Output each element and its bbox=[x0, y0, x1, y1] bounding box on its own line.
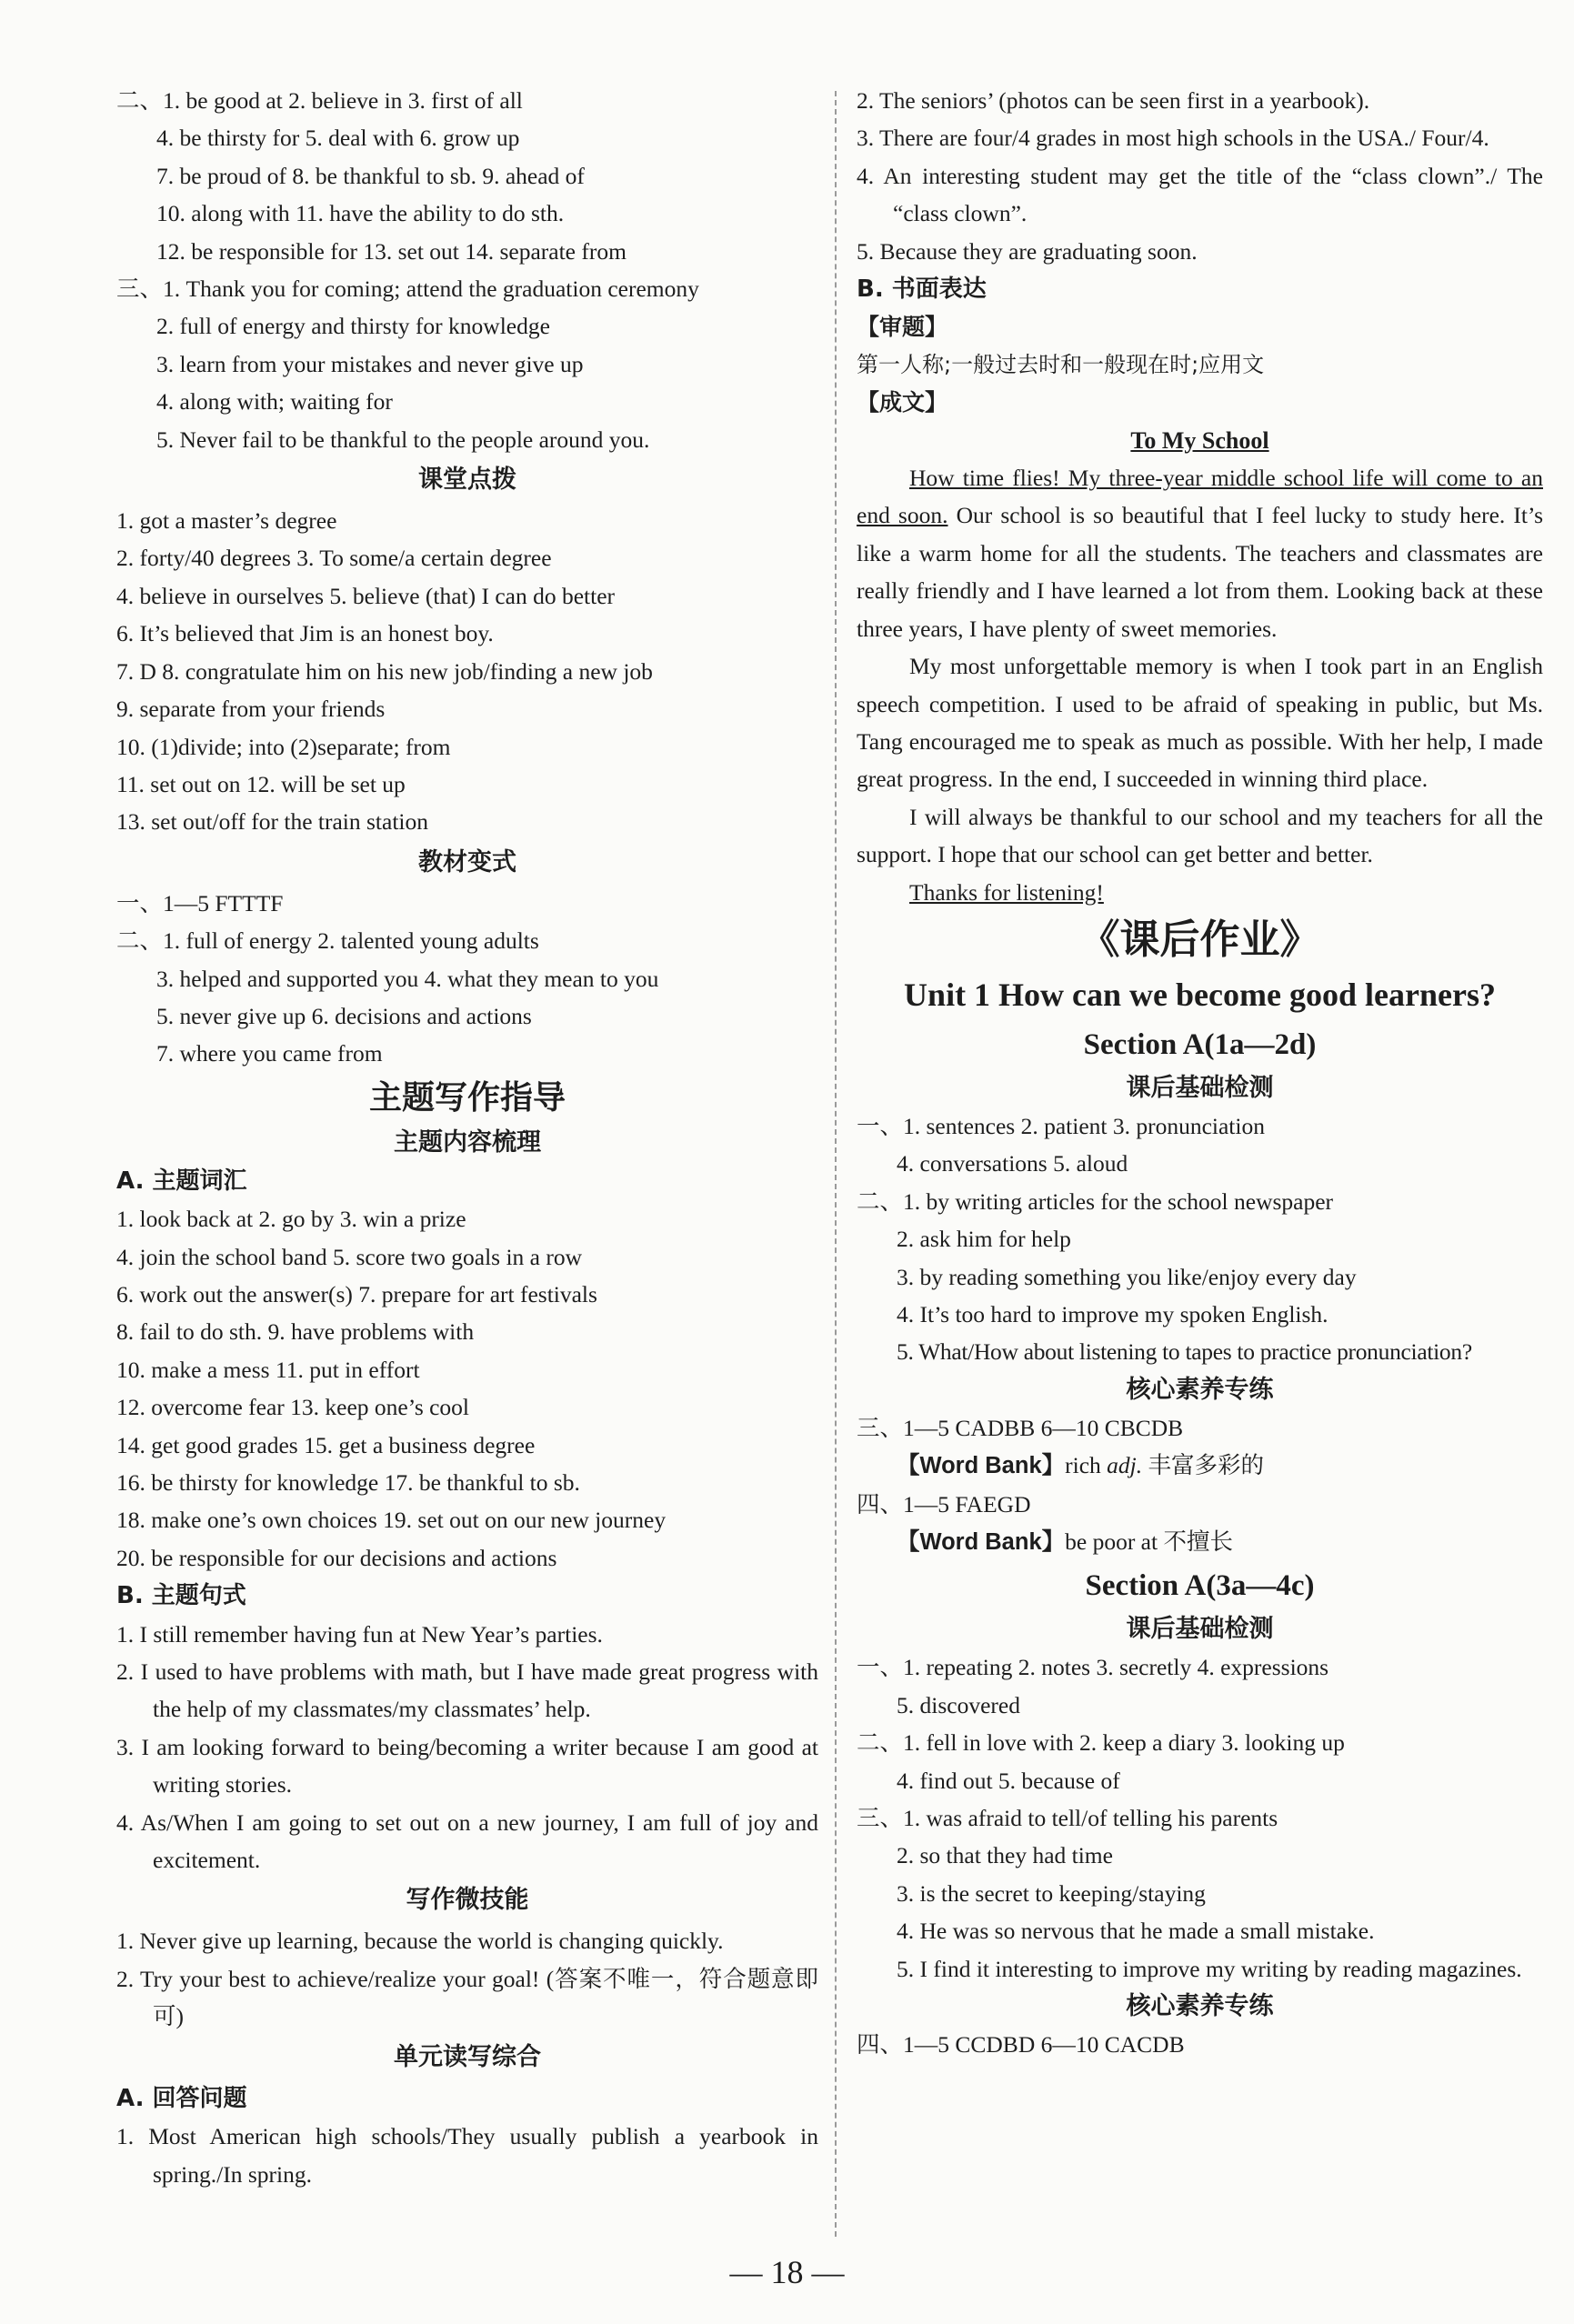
answer-line: 4. be thirsty for 5. deal with 6. grow up bbox=[156, 125, 520, 152]
answer-line: 4. conversations 5. aloud bbox=[897, 1150, 1128, 1177]
answer-line: 1. Never give up learning, because the world is changing quickly. bbox=[116, 1928, 724, 1955]
answer-line: 4. It’s too hard to improve my spoken English. bbox=[897, 1300, 1328, 1327]
homework-heading: 《课后作业》 bbox=[1079, 916, 1320, 963]
answer-line: 四、1—5 FAEGD bbox=[857, 1490, 1031, 1518]
answer-line: 一、1. sentences 2. patient 3. pronunciation bbox=[857, 1112, 1265, 1139]
page-number: — 18 — bbox=[729, 2254, 845, 2290]
section-heading: 课堂点拨 bbox=[418, 466, 516, 495]
answer-line: 2. forty/40 degrees 3. To some/a certain degree bbox=[116, 545, 552, 572]
answer-line: 7. be proud of 8. be thankful to sb. 9. ahead of bbox=[156, 162, 585, 189]
answer-line: 7. where you came from bbox=[156, 1040, 383, 1067]
section-heading: 课后基础检测 bbox=[1126, 1073, 1274, 1102]
section-heading: 课后基础检测 bbox=[1126, 1615, 1274, 1644]
answer-line: 9. separate from your friends bbox=[116, 696, 386, 723]
essay-paragraph: I will always be thankful to our school and my teachers for all the support. I hope that our school can get better and better. bbox=[857, 803, 1543, 868]
word-bank: 【Word Bank】be poor at 不擅长 bbox=[897, 1528, 1233, 1555]
essay-closing: Thanks for listening! bbox=[909, 878, 1104, 906]
answer-line: 2. full of energy and thirsty for knowledge bbox=[156, 313, 550, 340]
answer-line: 四、1—5 CCDBD 6—10 CACDB bbox=[857, 2031, 1185, 2059]
section-heading: 写作微技能 bbox=[406, 1886, 529, 1915]
answer-line: 10. along with 11. have the ability to do sth. bbox=[156, 200, 565, 227]
answer-line: 2. so that they had time bbox=[897, 1842, 1113, 1869]
essay-paragraph: My most unforgettable memory is when I took part in an English speech competition. I used to be afraid of speaking in public, but Ms. Tang encouraged me to speak as much as possible. With her help, I made great progress. In the end, I succeeded in winning third place. bbox=[857, 653, 1543, 793]
review-label: 【审题】 bbox=[857, 314, 948, 341]
section-heading: 核心素养专练 bbox=[1126, 1992, 1274, 2021]
subsection-heading: B. 主题句式 bbox=[116, 1582, 246, 1610]
answer-line: 二、1. be good at 2. believe in 3. first of all bbox=[116, 87, 523, 114]
answer-line: 4. As/When I am going to set out on a new journey, I am full of joy and excitement. bbox=[116, 1808, 818, 1874]
unit-title: Unit 1 How can we become good learners? bbox=[904, 976, 1496, 1013]
composition-label: 【成文】 bbox=[857, 389, 948, 416]
answer-line: 二、1. by writing articles for the school newspaper bbox=[857, 1187, 1334, 1215]
section-heading: 单元读写综合 bbox=[394, 2042, 541, 2071]
answer-line: 10. (1)divide; into (2)separate; from bbox=[116, 733, 451, 760]
answer-line: 5. never give up 6. decisions and actions bbox=[156, 1002, 532, 1029]
answer-line: 4. along with; waiting for bbox=[156, 388, 393, 416]
answer-line: 一、1—5 FTTTF bbox=[116, 889, 284, 917]
answer-line: 6. work out the answer(s) 7. prepare for art festivals bbox=[116, 1280, 597, 1307]
answer-line: 5. Because they are graduating soon. bbox=[857, 237, 1198, 265]
answer-line: 2. Try your best to achieve/realize your goal! (答案不唯一，符合题意即可) bbox=[116, 1965, 818, 2030]
answer-line: 5. I find it interesting to improve my writing by reading magazines. bbox=[897, 1955, 1522, 1982]
answer-line: 一、1. repeating 2. notes 3. secretly 4. expressions bbox=[857, 1654, 1329, 1681]
answer-line: 5. Never fail to be thankful to the people around you. bbox=[156, 426, 650, 453]
essay-paragraph: How time flies! My three-year middle school life will come to an end soon. Our school is so beautiful that I feel lucky to study here. It’s like a warm home for all the students. The teachers and classmates are really friendly and I have learned a lot from them. Looking back at these three years, I have plenty of sweet memories. bbox=[857, 465, 1543, 642]
answer-line: 3. I am looking forward to being/becoming a writer because I am good at writing stories. bbox=[116, 1733, 818, 1798]
answer-line: 4. believe in ourselves 5. believe (that) I can do better bbox=[116, 582, 616, 609]
essay-title: To My School bbox=[1130, 426, 1269, 454]
answer-line: 4. He was so nervous that he made a small mistake. bbox=[897, 1918, 1375, 1945]
answer-line: 三、1. was afraid to tell/of telling his parents bbox=[857, 1805, 1278, 1832]
answer-line: 二、1. full of energy 2. talented young adults bbox=[116, 927, 539, 955]
answer-line: 11. set out on 12. will be set up bbox=[116, 770, 406, 797]
answer-line: 1. Most American high schools/They usually publish a yearbook in spring./In spring. bbox=[116, 2123, 818, 2188]
answer-line: 13. set out/off for the train station bbox=[116, 808, 429, 836]
answer-line: 二、1. fell in love with 2. keep a diary 3. looking up bbox=[857, 1729, 1345, 1757]
answer-line: 18. make one’s own choices 19. set out on our new journey bbox=[116, 1507, 667, 1534]
word-bank: 【Word Bank】rich adj. 丰富多彩的 bbox=[897, 1452, 1265, 1479]
answer-line: 1. I still remember having fun at New Year’s parties. bbox=[116, 1620, 603, 1648]
answer-line: 8. fail to do sth. 9. have problems with bbox=[116, 1318, 475, 1346]
answer-line: 2. I used to have problems with math, but I have made great progress with the help of my classmates/my classmates’ help. bbox=[116, 1658, 818, 1723]
answer-line: 10. make a mess 11. put in effort bbox=[116, 1356, 420, 1383]
answer-line: 3. is the secret to keeping/staying bbox=[897, 1879, 1206, 1907]
subsection-heading: A. 主题词汇 bbox=[116, 1167, 247, 1195]
section-heading: 核心素养专练 bbox=[1126, 1375, 1274, 1404]
answer-line: 1. got a master’s degree bbox=[116, 507, 337, 535]
right-column bbox=[857, 82, 1543, 2063]
answer-line: 2. ask him for help bbox=[897, 1226, 1071, 1253]
answer-line: 4. join the school band 5. score two goals in a row bbox=[116, 1243, 583, 1270]
section-title: Section A(1a—2d) bbox=[1083, 1027, 1317, 1061]
answer-line: 5. What/How about listening to tapes to practice pronunciation? bbox=[897, 1338, 1472, 1366]
answer-line: 7. D 8. congratulate him on his new job/finding a new job bbox=[116, 657, 653, 685]
subsection-heading: A. 回答问题 bbox=[116, 2084, 247, 2112]
subsection-heading: B. 书面表达 bbox=[857, 275, 987, 304]
left-column bbox=[116, 82, 818, 2193]
answer-line: 16. be thirsty for knowledge 17. be thankful to sb. bbox=[116, 1469, 580, 1496]
answer-line: 3. There are four/4 grades in most high schools in the USA./ Four/4. bbox=[857, 125, 1489, 152]
chapter-heading: 主题写作指导 bbox=[368, 1078, 566, 1117]
answer-line: 20. be responsible for our decisions and actions bbox=[116, 1544, 557, 1571]
answer-line: 14. get good grades 15. get a business degree bbox=[116, 1431, 536, 1458]
column-divider bbox=[835, 91, 837, 2237]
answer-line: 6. It’s believed that Jim is an honest boy. bbox=[116, 620, 494, 647]
answer-line: 3. helped and supported you 4. what they mean to you bbox=[156, 965, 659, 992]
section-heading: 主题内容梳理 bbox=[394, 1127, 541, 1157]
answer-line: 2. The seniors’ (photos can be seen first in a yearbook). bbox=[857, 87, 1370, 114]
answer-line: 12. overcome fear 13. keep one’s cool bbox=[116, 1394, 470, 1421]
answer-line: 4. find out 5. because of bbox=[897, 1767, 1120, 1794]
section-heading: 教材变式 bbox=[418, 847, 516, 877]
answer-line: 三、1. Thank you for coming; attend the graduation ceremony bbox=[116, 275, 699, 303]
section-title: Section A(3a—4c) bbox=[1085, 1569, 1315, 1603]
answer-line: 3. by reading something you like/enjoy every day bbox=[897, 1263, 1357, 1290]
answer-line: 1. look back at 2. go by 3. win a prize bbox=[116, 1206, 466, 1233]
answer-line: 3. learn from your mistakes and never give up bbox=[156, 350, 584, 377]
answer-line: 5. discovered bbox=[897, 1691, 1020, 1718]
review-text: 第一人称;一般过去时和一般现在时;应用文 bbox=[857, 351, 1265, 377]
answer-line: 三、1—5 CADBB 6—10 CBCDB bbox=[857, 1414, 1184, 1441]
answer-line: 4. An interesting student may get the title of the “class clown”./ The “class clown”. bbox=[857, 162, 1543, 227]
answer-line: 12. be responsible for 13. set out 14. separate from bbox=[156, 237, 627, 265]
